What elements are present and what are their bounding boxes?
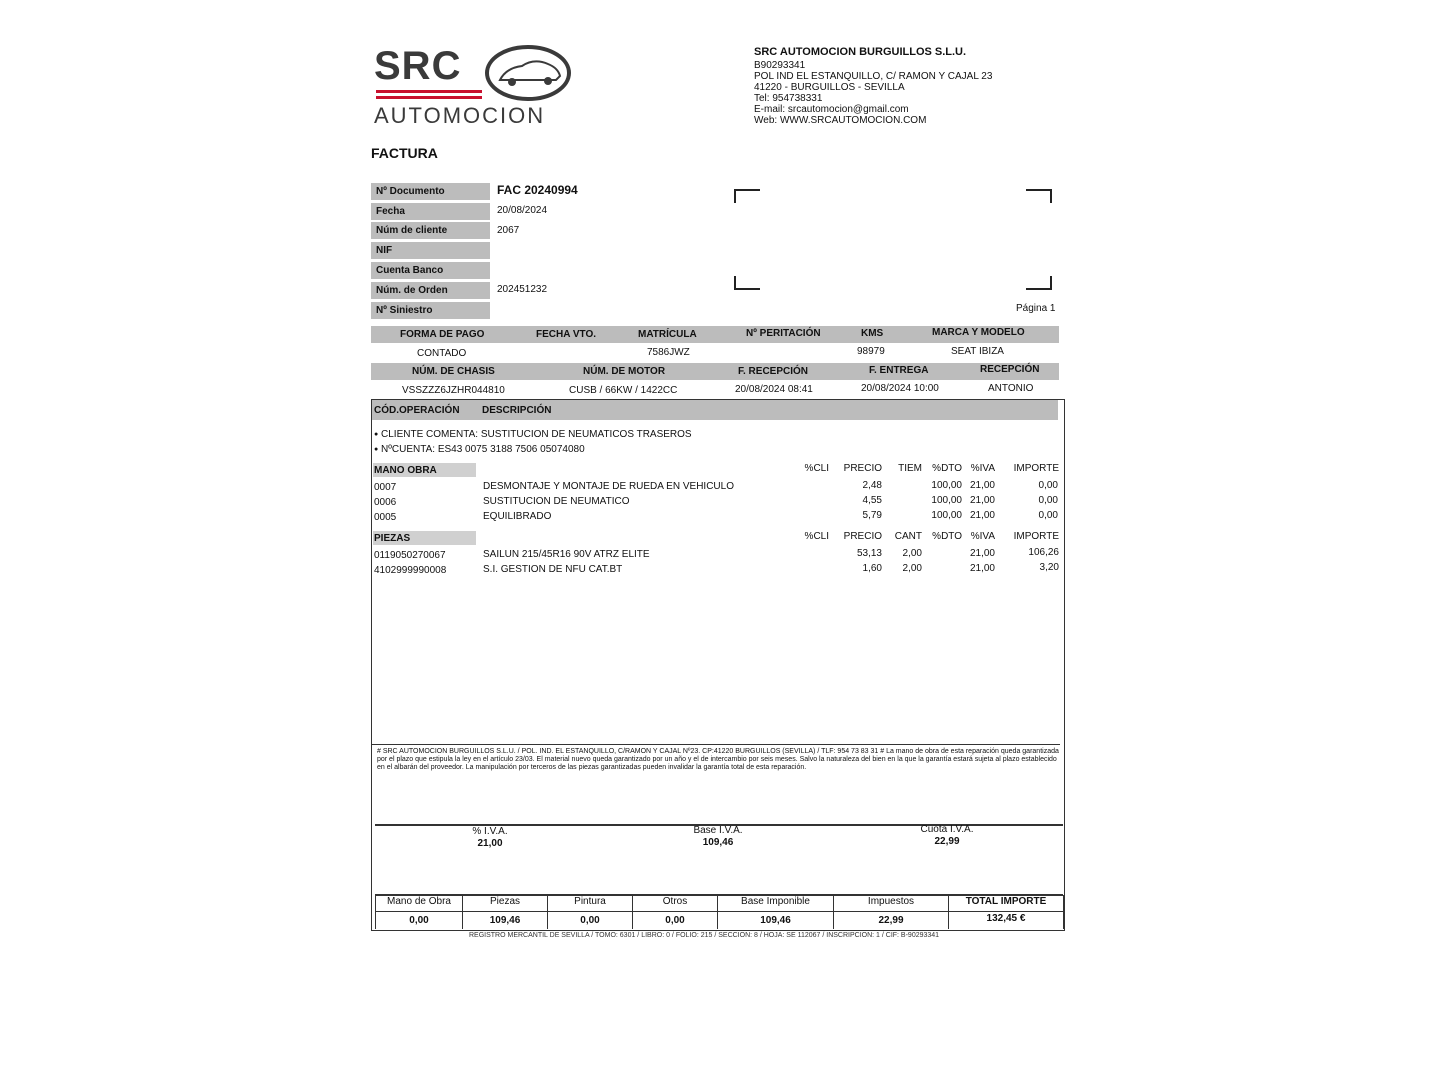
total-cell-taxes <box>833 895 948 929</box>
total-labor-value: 0,00 <box>409 915 429 926</box>
label-client-number: Núm de cliente <box>371 222 490 239</box>
company-logo <box>372 44 582 130</box>
parts-col-amount: IMPORTE <box>1013 531 1059 542</box>
grand-total-value: 132,45 € <box>986 913 1026 924</box>
header-due-date: FECHA VTO. <box>536 329 597 340</box>
row-dto: 100,00 <box>931 495 962 506</box>
label-claim-number: Nº Siniestro <box>371 302 490 319</box>
logo-red-stripe-2 <box>376 96 482 99</box>
grand-total-label: TOTAL IMPORTE <box>965 896 1047 907</box>
row-price: 5,79 <box>862 510 882 521</box>
vat-rate-value: 21,00 <box>477 838 503 849</box>
logo-src-text: SRC <box>374 44 462 88</box>
legal-divider <box>372 744 1060 745</box>
labor-col-amount: IMPORTE <box>1013 463 1059 474</box>
value-client-number: 2067 <box>497 225 520 236</box>
row-amount: 3,20 <box>1039 562 1059 573</box>
legal-text: # SRC AUTOMOCION BURGUILLOS S.L.U. / POL. IND. EL ESTANQUILLO, C/RAMON Y CAJAL Nº23. CP:41220 BURGUILLOS (SEVILLA) / TLF: 954 73 83 31 # La mano de obra de esta reparación queda garantizada por el plazo que estipula la ley en el artículo 23/03. El material nuevo queda garantizado por un año y el de intercambio por seis meses. Salvo la naturaleza del bien en la que la garantía estará sujeta al plazo establecido en el albarán del proveedor. La manipulación por terceros de las piezas garantizadas pueden invalidar la garantía total de esta reparación. <box>377 748 1059 772</box>
header-delivery-date: F. ENTREGA <box>869 365 929 376</box>
row-code: 0006 <box>374 497 397 508</box>
total-labor-label: Mano de Obra <box>387 896 451 907</box>
total-cell-parts <box>462 895 547 929</box>
total-other-label: Otros <box>662 896 688 907</box>
row-price: 1,60 <box>862 563 882 574</box>
company-web: Web: WWW.SRCAUTOMOCION.COM <box>754 115 927 126</box>
labor-col-cli: %CLI <box>804 463 829 474</box>
registry-footer: REGISTRO MERCANTIL DE SEVILLA / TOMO: 6301 / LIBRO: 0 / FOLIO: 215 / SECCION: 8 / HOJA: SE 112067 / INSCRIPCION: 1 / CIF: B-90293341 <box>469 932 940 939</box>
label-nif: NIF <box>371 242 490 259</box>
row-code: 4102999990008 <box>374 565 447 576</box>
logo-red-stripe-1 <box>376 90 482 93</box>
document-title: FACTURA <box>371 145 438 161</box>
value-plate: 7586JWZ <box>647 347 690 358</box>
label-bank-account: Cuenta Banco <box>371 262 490 279</box>
labor-col-time: TIEM <box>898 463 922 474</box>
total-taxes-label: Impuestos <box>867 896 915 907</box>
labor-col-price: PRECIO <box>843 463 882 474</box>
total-cell-paint <box>547 895 632 929</box>
address-window-corner-tr <box>1026 189 1052 203</box>
header-engine: NÚM. DE MOTOR <box>583 366 666 377</box>
label-document-number: Nº Documento <box>371 183 490 200</box>
value-kms: 98979 <box>857 346 885 357</box>
total-parts-value: 109,46 <box>489 915 521 926</box>
row-dto: 100,00 <box>931 480 962 491</box>
header-kms: KMS <box>861 328 884 339</box>
address-window-corner-bl <box>734 276 760 290</box>
total-paint-value: 0,00 <box>580 915 600 926</box>
parts-col-iva: %IVA <box>970 531 995 542</box>
operations-header-band <box>372 400 1058 420</box>
row-qty: 2,00 <box>902 548 922 559</box>
parts-col-price: PRECIO <box>843 531 882 542</box>
row-amount: 106,26 <box>1028 547 1059 558</box>
bullet-icon: ● <box>374 431 379 438</box>
bullet-icon: ● <box>374 446 379 453</box>
total-parts-label: Piezas <box>489 896 520 907</box>
comment-2-text: NºCUENTA: ES43 0075 3188 7506 05074080 <box>381 444 585 455</box>
parts-col-cli: %CLI <box>804 531 829 542</box>
header-plate: MATRÍCULA <box>638 329 697 340</box>
total-cell-taxable-base <box>717 895 833 929</box>
company-phone: Tel: 954738331 <box>754 93 823 104</box>
row-qty: 2,00 <box>902 563 922 574</box>
vat-rate-label: % I.V.A. <box>472 826 508 837</box>
value-order-number: 202451232 <box>497 284 548 295</box>
vat-base-value: 109,46 <box>702 837 734 848</box>
row-code: 0007 <box>374 482 397 493</box>
header-receptionist: RECEPCIÓN <box>980 364 1040 375</box>
row-price: 53,13 <box>856 548 882 559</box>
parts-col-qty: CANT <box>894 531 922 542</box>
row-code: 0005 <box>374 512 397 523</box>
header-chassis: NÚM. DE CHASIS <box>412 366 495 377</box>
row-iva: 21,00 <box>969 548 995 559</box>
logo-automocion-text: AUTOMOCION <box>374 103 546 128</box>
company-info <box>754 47 992 126</box>
row-price: 4,55 <box>862 495 882 506</box>
vat-amount-label: Cuota I.V.A. <box>920 824 974 835</box>
comment-1-text: CLIENTE COMENTA: SUSTITUCION DE NEUMATICOS TRASEROS <box>381 429 692 440</box>
row-iva: 21,00 <box>969 510 995 521</box>
header-description: DESCRIPCIÓN <box>482 405 552 416</box>
value-delivery-date: 20/08/2024 10:00 <box>861 383 939 394</box>
company-email: E-mail: srcautomocion@gmail.com <box>754 104 909 115</box>
address-window-corner-br <box>1026 276 1052 290</box>
row-code: 0119050270067 <box>374 550 446 561</box>
total-taxes-value: 22,99 <box>878 915 904 926</box>
value-document-number: FAC 20240994 <box>497 183 578 197</box>
total-cell-grand-total <box>948 895 1064 929</box>
header-make-model: MARCA Y MODELO <box>932 327 1025 338</box>
row-iva: 21,00 <box>969 495 995 506</box>
label-date: Fecha <box>371 203 490 220</box>
row-price: 2,48 <box>862 480 882 491</box>
comment-2 <box>374 443 585 456</box>
value-chassis: VSSZZZ6JZHR044810 <box>402 385 505 396</box>
total-cell-other <box>632 895 717 929</box>
page-number: Página 1 <box>1016 303 1056 314</box>
row-description: S.I. GESTION DE NFU CAT.BT <box>483 564 623 575</box>
labor-col-dto: %DTO <box>932 463 962 474</box>
car-silhouette-icon <box>482 44 574 102</box>
total-taxable-base-value: 109,46 <box>760 915 791 926</box>
row-amount: 0,00 <box>1038 510 1058 521</box>
header-operation-code: CÓD.OPERACIÓN <box>374 405 460 416</box>
value-reception-date: 20/08/2024 08:41 <box>735 384 813 395</box>
labor-section-title: MANO OBRA <box>374 465 437 476</box>
company-name: SRC AUTOMOCION BURGUILLOS S.L.U. <box>754 46 967 58</box>
row-description: SUSTITUCION DE NEUMATICO <box>483 496 630 507</box>
row-description: EQUILIBRADO <box>483 511 552 522</box>
address-window-corner-tl <box>734 189 760 203</box>
total-other-value: 0,00 <box>665 915 685 926</box>
row-amount: 0,00 <box>1038 480 1058 491</box>
row-iva: 21,00 <box>969 480 995 491</box>
row-description: DESMONTAJE Y MONTAJE DE RUEDA EN VEHICULO <box>483 481 734 492</box>
company-address: POL IND EL ESTANQUILLO, C/ RAMON Y CAJAL 23 <box>754 71 993 82</box>
total-paint-label: Pintura <box>574 896 606 907</box>
company-city: 41220 - BURGUILLOS - SEVILLA <box>754 82 905 93</box>
value-engine: CUSB / 66KW / 1422CC <box>569 385 678 396</box>
value-make-model: SEAT IBIZA <box>951 346 1004 357</box>
value-payment-method: CONTADO <box>417 348 467 359</box>
label-order-number: Núm. de Orden <box>371 282 490 299</box>
header-reception-date: F. RECEPCIÓN <box>738 366 809 377</box>
row-dto: 100,00 <box>931 510 962 521</box>
total-taxable-base-label: Base Imponible <box>741 896 810 907</box>
header-appraisal-number: Nº PERITACIÓN <box>746 328 821 339</box>
comment-1 <box>374 428 692 441</box>
row-amount: 0,00 <box>1038 495 1058 506</box>
labor-col-iva: %IVA <box>970 463 995 474</box>
value-date: 20/08/2024 <box>497 205 548 216</box>
header-payment-method: FORMA DE PAGO <box>400 329 485 340</box>
parts-col-dto: %DTO <box>932 531 962 542</box>
company-cif: B90293341 <box>754 60 806 71</box>
value-receptionist: ANTONIO <box>988 383 1034 394</box>
vat-amount-value: 22,99 <box>934 836 960 847</box>
total-cell-labor <box>375 895 462 929</box>
row-description: SAILUN 215/45R16 90V ATRZ ELITE <box>483 549 650 560</box>
parts-section-title: PIEZAS <box>374 533 411 544</box>
vat-base-label: Base I.V.A. <box>693 825 743 836</box>
row-iva: 21,00 <box>969 563 995 574</box>
